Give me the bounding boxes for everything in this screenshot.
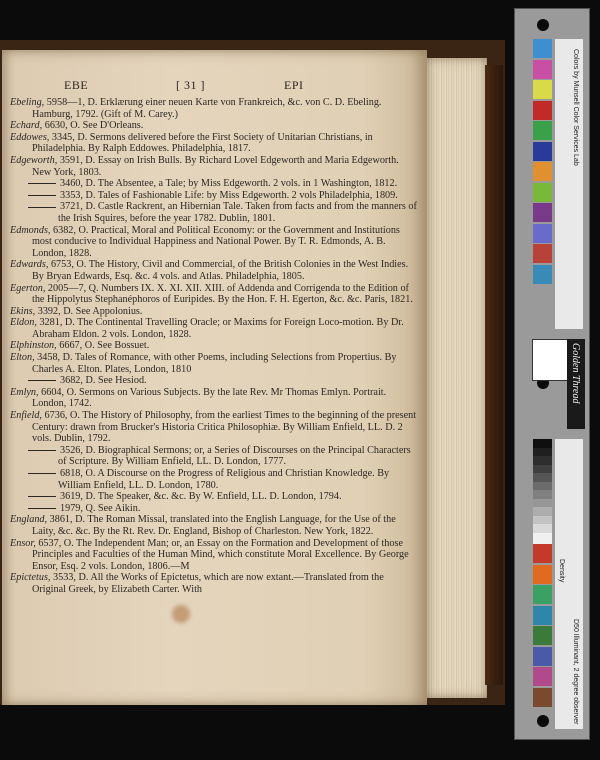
entry-text: 3619, D. The Speaker, &c. &c. By W. Enfield, LL. D. London, 1794. [60,491,342,503]
ditto-dash [28,450,56,451]
target-scale-top [555,39,583,329]
entry-text: 5958—1, D. Erklærung einer neuen Karte von Frankreich, &c. von C. D. Ebeling. Hamburg, 1792. (Gift of M. Carey.) [32,97,382,120]
color-patch [533,265,552,284]
target-bottom-label: D50 Illuminant, 2 degree observer [572,619,579,725]
running-head-left: EBE [64,78,89,92]
running-head-right: EPI [284,78,304,92]
target-hole-bottom [537,715,549,727]
entry-text: 3345, D. Sermons delivered before the First Society of Unitarian Christians, in Philadelphia. By Ralph Eddowes. Philadelphia, 1817. [32,131,373,155]
ditto-dash [28,473,56,474]
book-page [2,50,427,705]
entry-text: 6818, O. A Discourse on the Progress of Religious and Christian Knowledge. By William Enfield, LL. D. London, 1780. [58,468,390,491]
entry-author: Epictetus, [10,572,51,584]
catalogue-entry [10,538,418,573]
entry-author: Edmonds, [10,224,51,236]
catalogue-entry [10,387,418,410]
catalogue-entry [10,155,418,178]
entry-text: 3458, D. Tales of Romance, with other Poems, including Selections from Propertius. By Charles A. Elton. Plates, London, 1810 [32,352,397,375]
catalogue-entry [10,445,418,468]
color-patch [533,667,552,686]
entry-text: 3533, D. All the Works of Epictetus, which are now extant.—Translated from the Original Greek, by Elizabeth Carter. With [32,572,384,595]
color-patch [533,80,552,99]
entry-author: Edgeworth, [10,154,58,166]
catalogue-entry [10,178,418,190]
ditto-dash [28,195,56,196]
entry-author: Eldon, [10,317,37,329]
entry-author: Ensor, [10,537,36,549]
color-patch [533,585,552,604]
entry-text: 6753, O. The History, Civil and Commercial, of the British Colonies in the West Indies. By Bryan Edwards, Esq. &c. 4 vols. and Atlas. Philadelphia, 1805. [32,259,409,282]
catalogue-entries [10,97,418,596]
catalogue-entry [10,572,418,595]
catalogue-entry [10,283,418,306]
page-number: [ 31 ] [176,78,205,92]
catalogue-entry [10,410,418,445]
color-patch [533,39,552,58]
ditto-dash [28,496,56,497]
color-patch [533,121,552,140]
catalogue-entry [10,352,418,375]
catalogue-entry [10,317,418,340]
color-patch [533,544,552,563]
entry-author: Ekins, [10,305,36,317]
color-patch [533,688,552,707]
ditto-dash [28,183,56,184]
entry-author: Eddowes, [10,131,50,143]
color-patch [533,565,552,584]
entry-text: 6382, O. Practical, Moral and Political Economy: or the Government and Institutions most conducive to Individual Happiness and National Power. By T. R. Edmonds, A. B. London, 1828. [32,224,400,259]
entry-text: 2005—7, Q. Numbers IX. X. XI. XII. XIII. of Addenda and Corrigenda to the Edition of the Hippolytus Stephanéphoros of Euripides. By the Hon. F. H. Egerton, &c. &c. Paris, 1821. [32,282,413,306]
entry-text: 3682, D. See Hesiod. [60,375,147,387]
color-patch [533,606,552,625]
entry-author: Ebeling, [10,97,45,108]
entry-author: Emlyn, [10,386,39,398]
entry-text: 6604, O. Sermons on Various Subjects. By the late Rev. Mr Thomas Emlyn. Portrait. London, 1742. [32,386,387,410]
catalogue-entry [10,340,418,352]
running-header [2,78,427,94]
entry-author: Enfield, [10,410,42,422]
entry-text: 3460, D. The Absentee, a Tale; by Miss Edgeworth. 2 vols. in 1 Washington, 1812. [60,178,398,190]
catalogue-entry [10,120,418,132]
entry-author: Egerton, [10,282,46,294]
target-logo [532,339,570,381]
color-patch [533,203,552,222]
color-patch [533,626,552,645]
entry-text: 6667, O. See Bossuet. [56,340,150,352]
entry-text: 3281, D. The Continental Travelling Oracle; or Maxims for Foreign Loco-motion. By Dr. Abraham Eldon. 2 vols. London, 1828. [32,317,404,340]
catalogue-entry [10,259,418,282]
entry-text: 3392, D. See Appolonius. [35,305,143,317]
color-patch [533,162,552,181]
entry-text: 3526, D. Biographical Sermons; or, a Series of Discourses on the Principal Characters of Scripture. By William Enfield, LL. D. London, 1777. [58,444,411,468]
catalogue-entry [10,190,418,202]
page-edges [427,58,487,698]
color-checker-target [514,8,590,740]
color-patch [533,101,552,120]
ditto-dash [28,380,56,381]
catalogue-entry [10,514,418,537]
catalogue-entry [10,306,418,318]
catalogue-entry [10,225,418,260]
entry-text: 6537, O. The Independent Man; or, an Essay on the Formation and Development of those Principles and Faculties of the Human Mind, which constitute Moral Excellence. By George Ensor, Esq. 2 vols. London, 1806.—M [32,537,409,572]
entry-author: Echard, [10,120,43,132]
entry-author: England, [10,514,48,526]
target-hole-top [537,19,549,31]
color-patch [533,142,552,161]
color-patch [533,244,552,263]
target-top-label: Colors by Munsell Color Services Lab [572,49,579,166]
entry-text: 1979, Q. See Aikin. [60,502,141,514]
entry-text: 3591, D. Essay on Irish Bulls. By Richard Lovel Edgeworth and Maria Edgeworth. New York, 1803. [32,154,399,178]
entry-text: 6630, O. See D'Orleans. [42,120,144,132]
color-patch [533,224,552,243]
entry-text: 3353, D. Tales of Fashionable Life: by Miss Edgeworth. 2 vols Philadelphia, 1809. [60,189,398,201]
catalogue-entry [10,97,418,120]
target-density-label: Density [558,559,565,583]
ditto-dash [28,508,56,509]
book-spine [485,65,503,685]
color-patch [533,60,552,79]
catalogue-entry [10,468,418,491]
entry-author: Edwards, [10,259,49,271]
catalogue-entry [10,491,418,503]
color-patch [533,183,552,202]
catalogue-entry [10,375,418,387]
catalogue-entry [10,201,418,224]
entry-text: 3721, D. Castle Rackrent, an Hibernian Tale. Taken from facts and from the manners of the Irish Squires, before the year 1782. Dublin, 1801. [58,201,417,224]
entry-author: Elton, [10,352,35,364]
ditto-dash [28,207,56,208]
entry-text: 3861, D. The Roman Missal, translated into the English Language, for the Use of the Laity, &c. &c. By the Rt. Rev. Dr. England, Bishop of Charleston. New York, 1822. [32,514,396,537]
entry-author: Elphinston, [10,340,57,352]
stain [172,605,190,623]
catalogue-entry [10,132,418,155]
entry-text: 6736, O. The History of Philosophy, from the earliest Times to the beginning of the present Century: drawn from Brucker's Historia Critica Philosophiæ. By William Enfield, LL. D. 2 vols. Dublin, 1792. [32,410,417,445]
golden-thread-label: Golden Thread [567,339,585,429]
catalogue-entry [10,503,418,515]
target-scale-bottom [555,439,583,729]
color-patch [533,647,552,666]
book [0,40,505,705]
